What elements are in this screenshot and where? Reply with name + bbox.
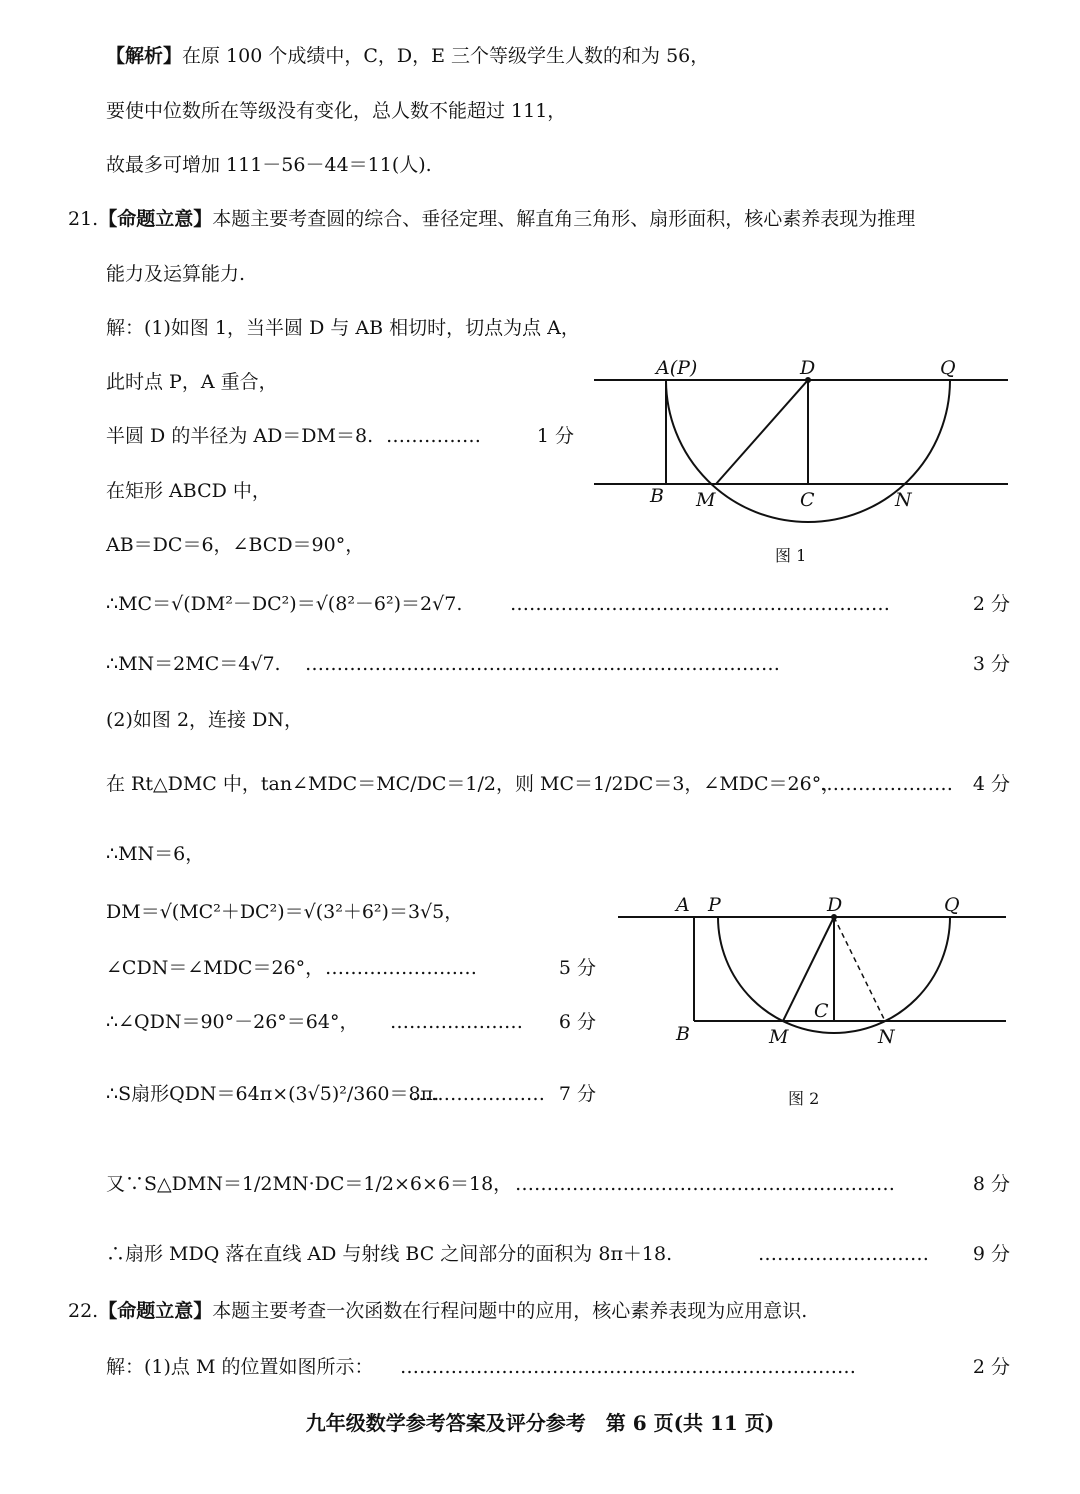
label-B: B	[650, 485, 664, 507]
figure-1	[590, 350, 1020, 540]
q21-step-8: (2)如图 2，连接 DN，	[106, 709, 303, 731]
q21-intro-line-2: 能力及运算能力.	[106, 263, 246, 285]
label-D: D	[827, 894, 843, 916]
q21-step-12: ∠CDN＝∠MDC＝26°，	[106, 957, 325, 979]
score-1: 1 分	[536, 425, 574, 447]
leader-dots: ……………………………………………………	[515, 1173, 895, 1195]
leader-dots: …………………	[390, 1011, 523, 1033]
q21-step-4: 在矩形 ABCD 中，	[106, 480, 271, 502]
figure-2-caption: 图 2	[788, 1089, 820, 1108]
analysis-line-2: 要使中位数所在等级没有变化，总人数不能超过 111，	[106, 100, 567, 122]
score-4: 4 分	[972, 773, 1010, 795]
label-N: N	[895, 489, 912, 511]
label-P: P	[708, 894, 721, 916]
score-6: 6 分	[558, 1011, 596, 1033]
q21-step-2: 此时点 P，A 重合，	[106, 371, 278, 393]
figure-2	[614, 885, 1014, 1055]
analysis-tag: 【解析】	[106, 45, 183, 67]
q21-step-1: 解：(1)如图 1，当半圆 D 与 AB 相切时，切点为点 A，	[106, 317, 580, 339]
q21-step-11: DM＝√(MC²＋DC²)＝√(3²＋6²)＝3√5，	[106, 901, 464, 923]
leader-dots: ………………………	[758, 1243, 929, 1265]
label-D: D	[800, 357, 816, 379]
page-footer: 九年级数学参考答案及评分参考 第 6 页(共 11 页)	[305, 1411, 775, 1435]
label-M: M	[696, 489, 716, 511]
q21-intro-line-1: 21.【命题立意】本题主要考查圆的综合、垂径定理、解直角三角形、扇形面积，核心素养表现为推理	[68, 208, 916, 230]
label-A: A	[676, 894, 690, 916]
label-C: C	[814, 1000, 829, 1022]
label-Q: Q	[940, 357, 956, 379]
q21-step-9: 在 Rt△DMC 中，tan∠MDC＝MC/DC＝1/2，则 MC＝1/2DC＝3，∠MDC＝26°，	[106, 773, 841, 795]
q21-step-3: 半圆 D 的半径为 AD＝DM＝8.	[106, 425, 374, 447]
leader-dots: ……………………	[325, 957, 477, 979]
q21-step-15: 又∵S△DMN＝1/2MN·DC＝1/2×6×6＝18，	[106, 1173, 513, 1195]
q22-intro: 22.【命题立意】本题主要考查一次函数在行程问题中的应用，核心素养表现为应用意识.	[68, 1300, 808, 1322]
q21-step-13: ∴∠QDN＝90°－26°＝64°，	[106, 1011, 359, 1033]
analysis-line-3: 故最多可增加 111－56－44＝11(人).	[106, 154, 432, 176]
analysis-line-1: 【解析】在原 100 个成绩中，C，D，E 三个等级学生人数的和为 56，	[106, 45, 710, 67]
label-Q: Q	[944, 894, 960, 916]
score-3: 3 分	[972, 653, 1010, 675]
score-9: 9 分	[972, 1243, 1010, 1265]
q21-step-7: ∴MN＝2MC＝4√7.	[106, 653, 281, 675]
label-N: N	[878, 1026, 895, 1048]
leader-dots: …………………	[820, 773, 953, 795]
q21-step-5: AB＝DC＝6，∠BCD＝90°，	[106, 534, 365, 556]
score-7: 7 分	[558, 1083, 596, 1105]
score-5: 5 分	[558, 957, 596, 979]
label-B: B	[676, 1023, 690, 1045]
q22-step-1: 解：(1)点 M 的位置如图所示：	[106, 1356, 374, 1378]
label-M: M	[769, 1026, 789, 1048]
q21-step-14: ∴S扇形QDN＝64π×(3√5)²/360＝8π.	[106, 1083, 440, 1105]
leader-dots: ………………………………………………………………	[400, 1356, 856, 1378]
q21-step-16: ∴扇形 MDQ 落在直线 AD 与射线 BC 之间部分的面积为 8π＋18.	[106, 1243, 673, 1265]
label-C: C	[800, 489, 815, 511]
q22-score-1: 2 分	[972, 1356, 1010, 1378]
score-2: 2 分	[972, 593, 1010, 615]
leader-dots: …………………	[412, 1083, 545, 1105]
label-A-P: A(P)	[656, 357, 698, 379]
leader-dots: ……………………………………………………	[510, 593, 890, 615]
figure-1-caption: 图 1	[775, 546, 807, 565]
q21-step-6: ∴MC＝√(DM²－DC²)＝√(8²－6²)＝2√7.	[106, 593, 463, 615]
leader-dots: …………………………………………………………………	[305, 653, 780, 675]
q21-step-10: ∴MN＝6，	[106, 843, 205, 865]
leader-dots: ……………	[386, 425, 481, 447]
score-8: 8 分	[972, 1173, 1010, 1195]
